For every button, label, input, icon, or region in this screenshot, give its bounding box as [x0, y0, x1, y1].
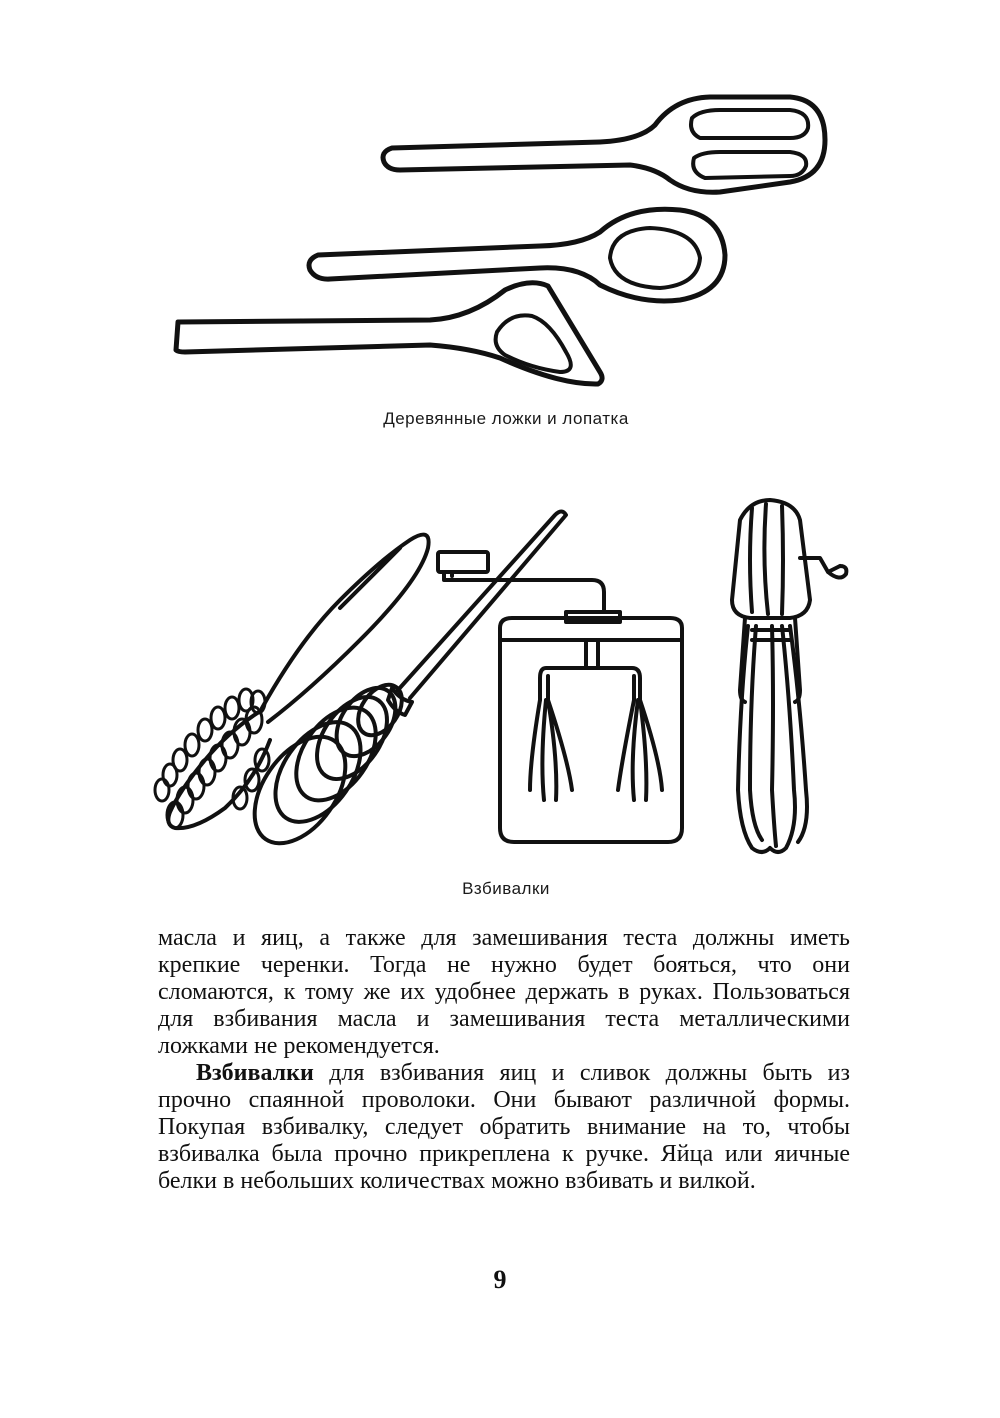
caption-whisks: Взбивалки — [462, 879, 550, 898]
body-text — [158, 925, 850, 1195]
caption-wooden-spoons: Деревянные ложки и лопатка — [383, 409, 629, 428]
container-whisk-drawing — [438, 552, 682, 842]
coil-whisk-drawing — [155, 535, 429, 829]
paragraph-1: масла и яиц, а также для замешивания теста должны иметь крепкие черенки. Тогда не нужно будет бояться, что они сломаются, к тому же их удобнее держать в руках. Пользоваться для взбивания масла и замешивания теста металлическими ложками не рекомендуется. — [158, 925, 850, 1059]
figure-whisks — [0, 480, 1000, 900]
hand-beater-drawing — [732, 500, 846, 852]
slotted-spatula-drawing — [383, 97, 825, 192]
whisks-illustration — [0, 480, 1000, 900]
figure-wooden-spoons — [0, 0, 1000, 440]
paragraph-2-text: для взбивания яиц и сливок должны быть из прочно спаянной проволоки. Они бывают различной формы. Покупая взбивалку, следует обратить внимание на то, чтобы взбивалка была прочно прикреплена к ручке. Яйца или яичные белки в небольших количествах можно взбивать и вилкой. — [158, 1060, 850, 1194]
spiral-whisk-drawing — [236, 512, 566, 860]
paragraph-2 — [158, 1060, 850, 1195]
page-number: 9 — [493, 1265, 507, 1294]
wooden-spoons-illustration — [0, 0, 1000, 440]
wooden-spatula-drawing — [176, 283, 602, 384]
term-whisks: Взбивалки — [196, 1060, 314, 1086]
